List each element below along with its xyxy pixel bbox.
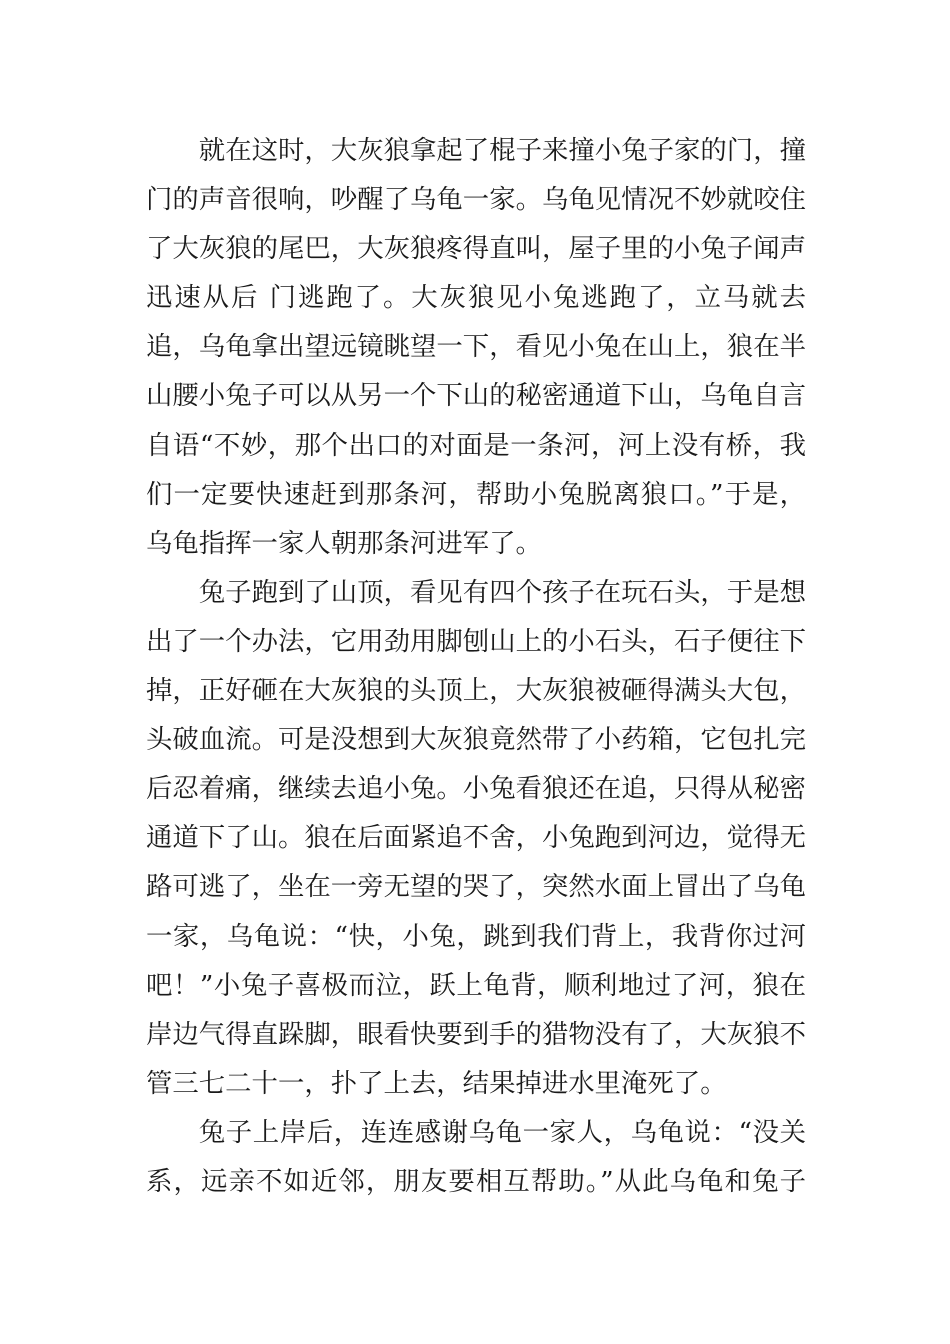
paragraph-1: 就在这时，大灰狼拿起了棍子来撞小兔子家的门，撞门的声音很响，吵醒了乌龟一家。乌龟见情况不妙就咬住了大灰狼的尾巴，大灰狼疼得直叫，屋子里的小兔子闻声迅速从后 门逃跑了。大灰狼见小兔逃跑了，立马就去追，乌龟拿出望远镜眺望一下，看见小兔在山上，狼在半山腰小兔子可以从另一个下山的秘密通道下山，乌龟自言自语“不妙，那个出口的对面是一条河，河上没有桥，我们一定要快速赶到那条河，帮助小兔脱离狼口。”于是，乌龟指挥一家人朝那条河进军了。 xyxy=(146,135,806,559)
document-body xyxy=(146,126,806,1206)
paragraph-2: 兔子跑到了山顶，看见有四个孩子在玩石头，于是想出了一个办法，它用劲用脚刨山上的小石头，石子便往下掉，正好砸在大灰狼的头顶上，大灰狼被砸得满头大包，头破血流。可是没想到大灰狼竟然带了小药箱，它包扎完后忍着痛，继续去追小兔。小兔看狼还在追，只得从秘密通道下了山。狼在后面紧追不舍，小兔跑到河边，觉得无路可逃了，坐在一旁无望的哭了，突然水面上冒出了乌龟一家，乌龟说：“快，小兔，跳到我们背上，我背你过河吧！”小兔子喜极而泣，跃上龟背，顺利地过了河，狼在岸边气得直跺脚，眼看快要到手的猎物没有了，大灰狼不管三七二十一，扑了上去，结果掉进水里淹死了。 xyxy=(146,576,806,1099)
paragraph-3: 兔子上岸后，连连感谢乌龟一家人，乌龟说：“没关系，远亲不如近邻，朋友要相互帮助。”从此乌龟和兔子 xyxy=(146,1116,806,1197)
